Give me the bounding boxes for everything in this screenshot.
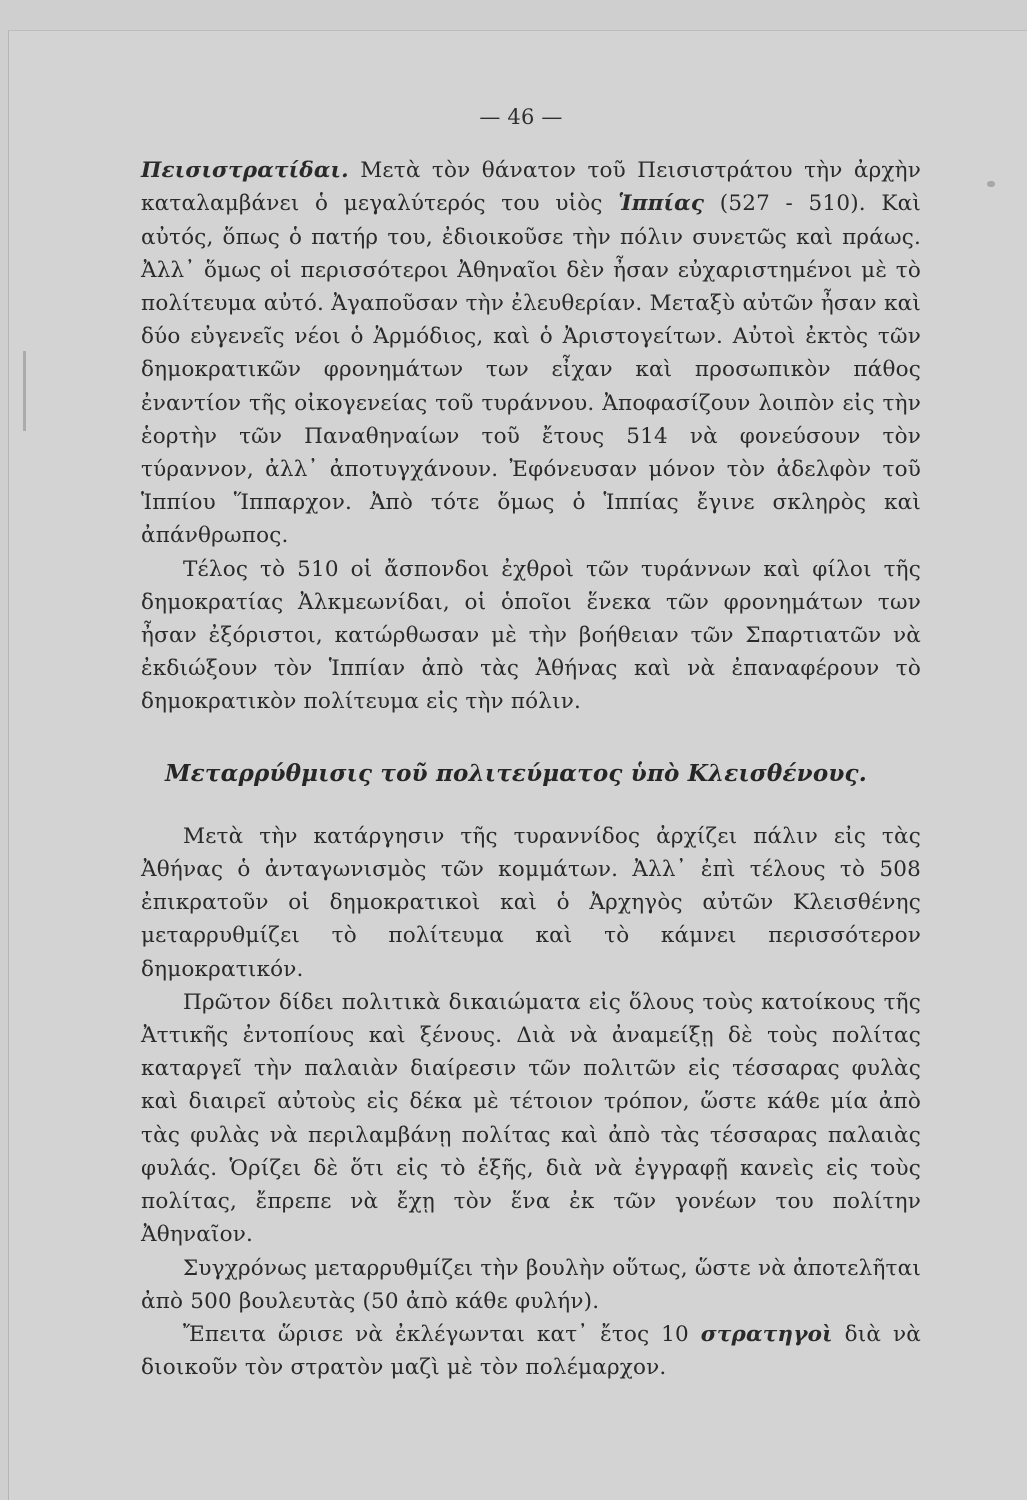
section-heading: Μεταρρύθμισις τοῦ πολιτεύματος ὑπὸ Κλεισθένους. [165, 759, 867, 787]
page-content [141, 101, 921, 1384]
paragraph-6-text-b: διὰ νὰ διοικοῦν τὸν στρατὸν μαζὶ μὲ τὸν πολέμαρχον. [141, 1321, 921, 1381]
page-sheet [8, 30, 1027, 1500]
paragraph-1-text-a: Μετὰ τὸν θάνατον τοῦ Πεισιστράτου τὴν ἀρχὴν καταλαμβάνει ὁ μεγαλύτερός του υἱὸς [141, 158, 921, 217]
paragraph-2: Τέλος τὸ 510 οἱ ἄσπονδοι ἐχθροὶ τῶν τυράννων καὶ φίλοι τῆς δημοκρατίας Ἀλκμεωνίδαι, οἱ ὁποῖοι ἕνεκα τῶν φρονημάτων των ἦσαν ἐξόριστοι, κατώρθωσαν μὲ τὴν βοήθειαν τῶν Σπαρτιατῶν νὰ ἐκδιώξουν τὸν Ἱππίαν ἀπὸ τὰς Ἀθήνας καὶ νὰ ἐπαναφέρουν τὸ δημοκρατικὸν πολίτευμα εἰς τὴν πόλιν. [141, 556, 921, 715]
margin-mark [23, 351, 26, 431]
paragraph-6-text-a: Ἔπειτα ὥρισε νὰ ἐκλέγωνται κατ᾽ ἔτος 10 [183, 1321, 689, 1347]
paragraph-6 [141, 1318, 921, 1384]
name-hippias: Ἱππίας [618, 191, 705, 217]
margin-speck [987, 181, 995, 187]
section-heading-inline: Πεισιστρατίδαι. [141, 158, 349, 184]
paragraph-3: Μετὰ τὴν κατάργησιν τῆς τυραννίδος ἀρχίζει πάλιν εἰς τὰς Ἀθήνας ὁ ἀνταγωνισμὸς τῶν κομμάτων. Ἀλλ᾽ ἐπὶ τέλους τὸ 508 ἐπικρατοῦν οἱ δημοκρατικοὶ καὶ ὁ Ἀρχηγὸς αὐτῶν Κλεισθένης μεταρρυθμίζει τὸ πολίτευμα καὶ τὸ κάμνει περισσότερον δημοκρατικόν. [141, 823, 921, 982]
paragraph-5: Συγχρόνως μεταρρυθμίζει τὴν βουλὴν οὕτως, ὥστε νὰ ἀποτελῆται ἀπὸ 500 βουλευτὰς (50 ἀπὸ κάθε φυλήν). [141, 1255, 921, 1314]
page-number: — 46 — [479, 105, 563, 129]
term-strategoi: στρατηγοὶ [700, 1321, 833, 1347]
paragraph-1-text-b: (527 - 510). Καὶ αὐτός, ὅπως ὁ πατήρ του, ἐδιοικοῦσε τὴν πόλιν συνετῶς καὶ πράως. Ἀλλ᾽ ὅμως οἱ περισσότεροι Ἀθηναῖοι δὲν ἦσαν εὐχαριστημένοι μὲ τὸ πολίτευμα αὐτό. Ἀγαποῦσαν τὴν ἐλευθερίαν. Μεταξὺ αὐτῶν ἦσαν καὶ δύο εὐγενεῖς νέοι ὁ Ἁρμόδιος, καὶ ὁ Ἀριστογείτων. Αὐτοὶ ἐκτὸς τῶν δημοκρατικῶν φρονημάτων των εἶχαν καὶ προσωπικὸν πάθος ἐναντίον τῆς οἰκογενείας τοῦ τυράννου. Ἀποφασίζουν λοιπὸν εἰς τὴν ἑορτὴν τῶν Παναθηναίων τοῦ ἔτους 514 νὰ φονεύσουν τὸν τύραννον, ἀλλ᾽ ἀποτυγχάνουν. Ἐφόνευσαν μόνον τὸν ἀδελφὸν τοῦ Ἱππίου Ἵππαρχον. Ἀπὸ τότε ὅμως ὁ Ἱππίας ἔγινε σκληρὸς καὶ ἀπάνθρωπος. [141, 191, 921, 549]
paragraph-1 [141, 154, 921, 552]
paragraph-4: Πρῶτον δίδει πολιτικὰ δικαιώματα εἰς ὅλους τοὺς κατοίκους τῆς Ἀττικῆς ἐντοπίους καὶ ξένους. Διὰ νὰ ἀναμείξῃ δὲ τοὺς πολίτας καταργεῖ τὴν παλαιὰν διαίρεσιν τῶν πολιτῶν εἰς τέσσαρας φυλὰς καὶ διαιρεῖ αὐτοὺς εἰς δέκα μὲ τέτοιον τρόπον, ὥστε κάθε μία ἀπὸ τὰς φυλὰς νὰ περιλαμβάνῃ πολίτας καὶ ἀπὸ τὰς τέσσαρας παλαιὰς φυλάς. Ὁρίζει δὲ ὅτι εἰς τὸ ἑξῆς, διὰ νὰ ἐγγραφῇ κανεὶς εἰς τοὺς πολίτας, ἔπρεπε νὰ ἔχῃ τὸν ἕνα ἐκ τῶν γονέων του πολίτην Ἀθηναῖον. [141, 989, 921, 1248]
